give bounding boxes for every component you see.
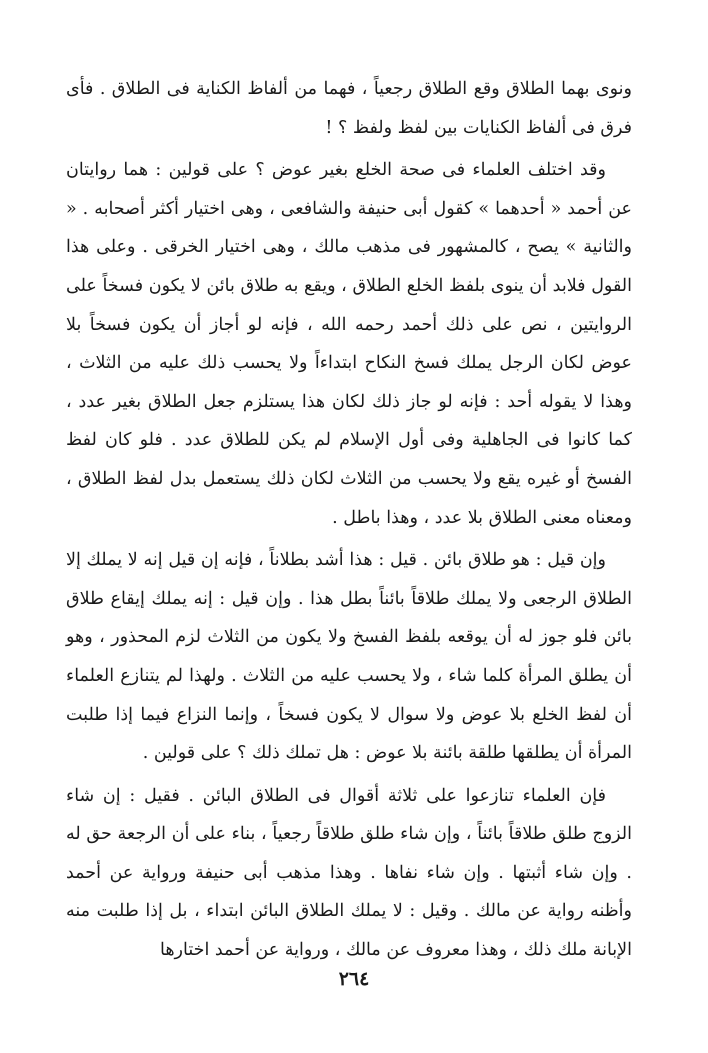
paragraph-2: وقد اختلف العلماء فى صحة الخلع بغير عوض ؟ على قولين : هما روايتان عن أحمد « أحدهما » كقول أبى حنيفة والشافعى ، وهى اختيار أكثر أصحابه . « والثانية » يصح ، كالمشهور فى مذهب مالك ، وهى اختيار الخرقى . وعلى هذا القول فلابد أن ينوى بلفظ الخلع الطلاق ، ويقع به طلاق بائن لا يكون فسخاً على الروايتين ، نص على ذلك أحمد رحمه الله ، فإنه لو أجاز أن يكون فسخاً بلا عوض لكان الرجل يملك فسخ النكاح ابتداءاً ولا يحسب ذلك عليه من الثلاث ، وهذا لا يقوله أحد : فإنه لو جاز ذلك لكان هذا يستلزم جعل الطلاق بغير عدد ، كما كانوا فى الجاهلية وفى أول الإسلام لم يكن للطلاق عدد . فلو كان لفظ الفسخ أو غيره يقع ولا يحسب من الثلاث لكان ذلك يستعمل بدل لفظ الطلاق ، ومعناه معنى الطلاق بلا عدد ، وهذا باطل .: [66, 160, 632, 528]
main-text-block: [66, 70, 632, 970]
paragraph-3: وإن قيل : هو طلاق بائن . قيل : هذا أشد بطلاناً ، فإنه إن قيل إنه لا يملك إلا الطلاق الرجعى ولا يملك طلاقاً بائناً بطل هذا . وإن قيل : إنه يملك إيقاع طلاق بائن فلو جوز له أن يوقعه بلفظ الفسخ ولا يكون من الثلاث لزم المحذور ، وهو أن يطلق المرأة كلما شاء ، ولا يحسب عليه من الثلاث . ولهذا لم يتنازع العلماء أن لفظ الخلع بلا عوض ولا سوال لا يكون فسخاً ، وإنما النزاع فيما إذا طلبت المرأة أن يطلقها طلقة بائنة بلا عوض : هل تملك ذلك ؟ على قولين .: [66, 550, 632, 764]
paragraph-1: ونوى بهما الطلاق وقع الطلاق رجعياً ، فهما من ألفاظ الكناية فى الطلاق . فأى فرق فى ألفاظ الكنايات بين لفظ ولفظ ؟ !: [66, 79, 632, 138]
paragraph-4: فإن العلماء تنازعوا على ثلاثة أقوال فى الطلاق البائن . فقيل : إن شاء الزوج طلق طلاقاً بائناً ، وإن شاء طلق طلاقاً رجعياً ، بناء على أن الرجعة حق له . وإن شاء أثبتها . وإن شاء نفاها . وهذا مذهب أبى حنيفة ورواية عن أحمد وأظنه رواية عن مالك . وقيل : لا يملك الطلاق البائن ابتداء ، بل إذا طلبت منه الإبانة ملك ذلك ، وهذا معروف عن مالك ، ورواية عن أحمد اختارها: [66, 785, 632, 961]
page-number: ٢٦٤: [338, 968, 370, 990]
